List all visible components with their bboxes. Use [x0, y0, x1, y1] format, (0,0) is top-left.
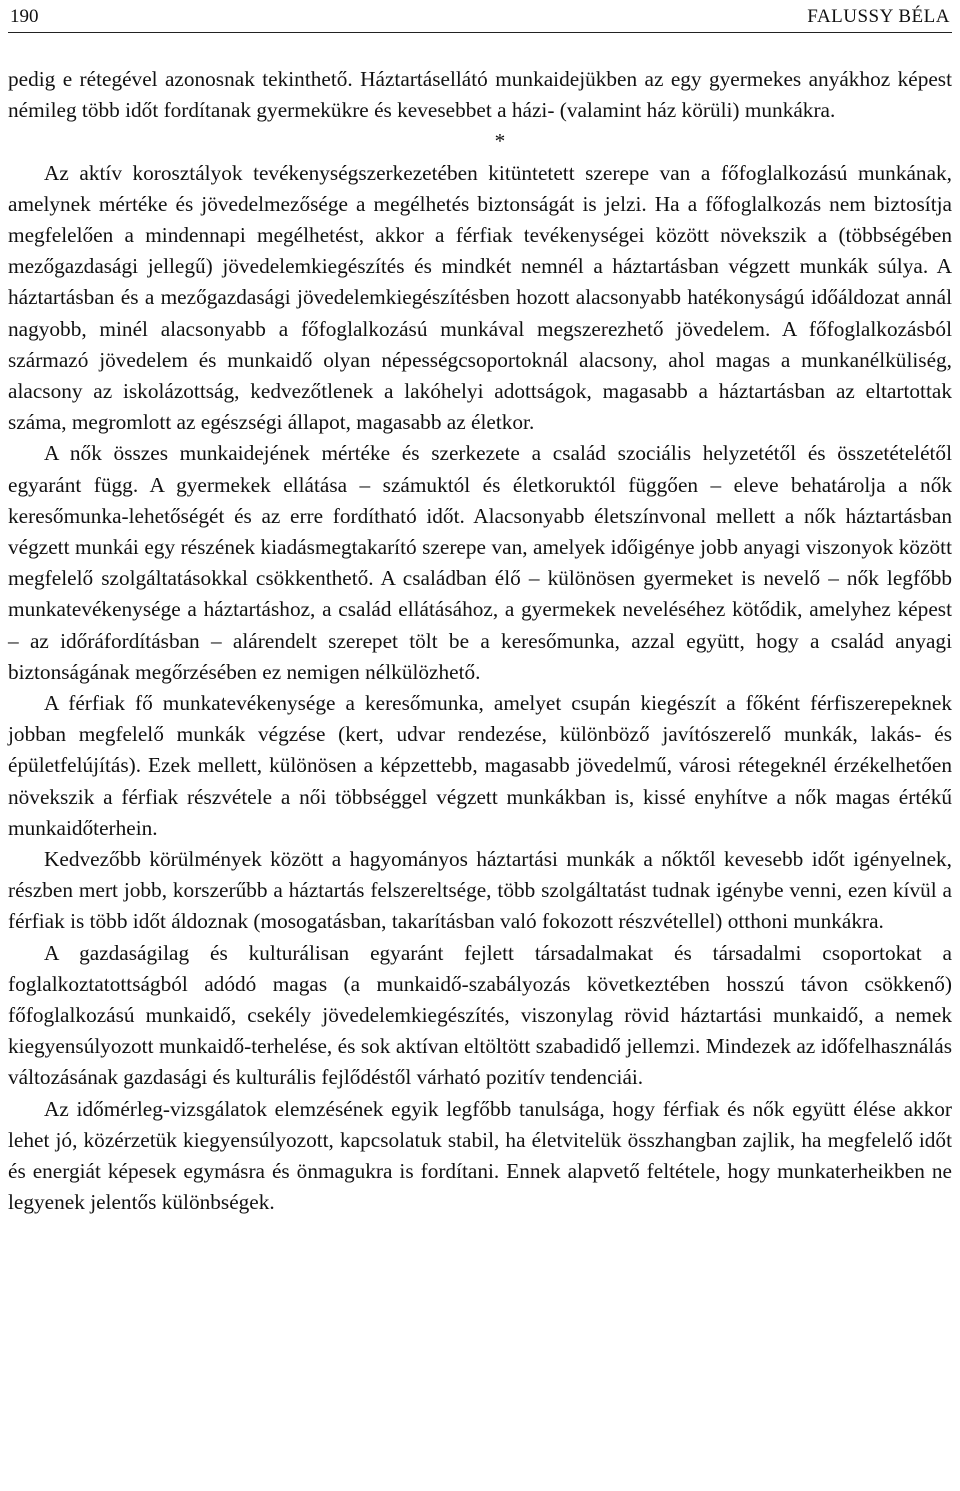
running-head: FALUSSY BÉLA	[807, 6, 950, 27]
section-separator: *	[494, 129, 506, 154]
document-page	[8, 0, 952, 1219]
paragraph: Az aktív korosztályok tevékenységszerkezetében kitüntetett szerepe van a főfoglalkozású munkának, amelynek mértéke és jövedelmezősége a megélhetés biztonságát is jelzi. Ha a főfoglalkozás nem biztosítja megfelelően a mindennapi megélhetést, akkor a férfiak tevékenységei között növekszik a (többségében mezőgazdasági jellegű) jövedelemkiegészítés és mindkét nemnél a háztartásban végzett munkák súlya. A háztartásban és a mezőgazdasági jövedelemkiegészítésben hozott alacsonyabb hatékonyságú időáldozat annál nagyobb, minél alacsonyabb a főfoglalkozású munkával megszerezhető jövedelem. A főfoglalkozásból származó jövedelem és munkaidő olyan népességcsoportoknál alacsony, ahol magas a munkanélküliség, alacsony az iskolázottság, kedvezőtlenek a lakóhelyi adottságok, magasabb a háztartásban az eltartottak száma, megromlott az egészségi állapot, magasabb az életkor.	[8, 160, 952, 435]
paragraph: A gazdaságilag és kulturálisan egyaránt fejlett társadalmakat és társadalmi csoportokat a foglalkoztatottságból adódó magas (a munkaidő-szabályozás következtében hosszú távon csökkenő) főfoglalkozású munkaidő, csekély jövedelemkiegészítés, viszonylag rövid háztartási munkaidő, a nemek kiegyensúlyozott munkaidő-terhelése, és sok aktívan eltöltött szabadidő jellemzi. Mindezek az időfelhasználás változásának gazdasági és kulturális fejlődéstől várható pozitív tendenciái.	[8, 940, 952, 1090]
paragraph-continuation: pedig e rétegével azonosnak tekinthető. Háztartásellátó munkaidejükben az egy gyermekes anyákhoz képest némileg több időt fordítanak gyermekükre és kevesebbet a házi- (valamint ház körüli) munkákra.	[8, 67, 952, 123]
page-header	[8, 0, 952, 33]
page-number: 190	[10, 6, 39, 27]
paragraph: Az időmérleg-vizsgálatok elemzésének egyik legfőbb tanulsága, hogy férfiak és nők együtt élése akkor lehet jó, közérzetük kiegyensúlyozott, kapcsolatuk stabil, ha életvitelük összhangban zajlik, ha megfelelő időt és energiát képesek egymásra és önmagukra is fordítani. Ennek alapvető feltétele, hogy munkaterheikben ne legyenek jelentős különbségek.	[8, 1096, 952, 1215]
body-text	[8, 64, 952, 1219]
paragraph: A nők összes munkaidejének mértéke és szerkezete a család szociális helyzetétől és összetételétől egyaránt függ. A gyermekek ellátása – számuktól és életkoruktól függően – eleve behatárolja a nők keresőmunka-lehetőségét és az erre fordítható időt. Alacsonyabb életszínvonal mellett a nők háztartásban végzett munkái egy részének kiadásmegtakarító szerepe van, amelyek időigénye jobb anyagi viszonyok között megfelelő szolgáltatásokkal csökkenthető. A családban élő – különösen gyermeket is nevelő – nők legfőbb munkatevékenysége a háztartáshoz, a család ellátásához, a gyermekek neveléséhez kötődik, amelyhez képest – az időráfordításban – alárendelt szerepet tölt be a keresőmunka, azzal együtt, hogy a család anyagi biztonságának megőrzésében ez nemigen nélkülözhető.	[8, 441, 952, 684]
paragraph: Kedvezőbb körülmények között a hagyományos háztartási munkák a nőktől kevesebb időt igényelnek, részben mert jobb, korszerűbb a háztartás felszereltsége, több szolgáltatást tudnak igénybe venni, ezen kívül a férfiak is több időt áldoznak (mosogatásban, takarításban való fokozott részvétellel) otthoni munkákra.	[8, 847, 952, 934]
paragraph: A férfiak fő munkatevékenysége a keresőmunka, amelyet csupán kiegészít a főként férfiszerepeknek jobban megfelelő munkák végzése (kert, udvar rendezése, különböző javítószerelő munkák, lakás- és épületfelújítás). Ezek mellett, különösen a képzettebb, magasabb jövedelmű, városi rétegeknél érzékelhetően növekszik a férfiak részvétele a női többséggel végzett munkákban is, kissé enyhítve a nők magas értékű munkaidőterhein.	[8, 691, 952, 840]
